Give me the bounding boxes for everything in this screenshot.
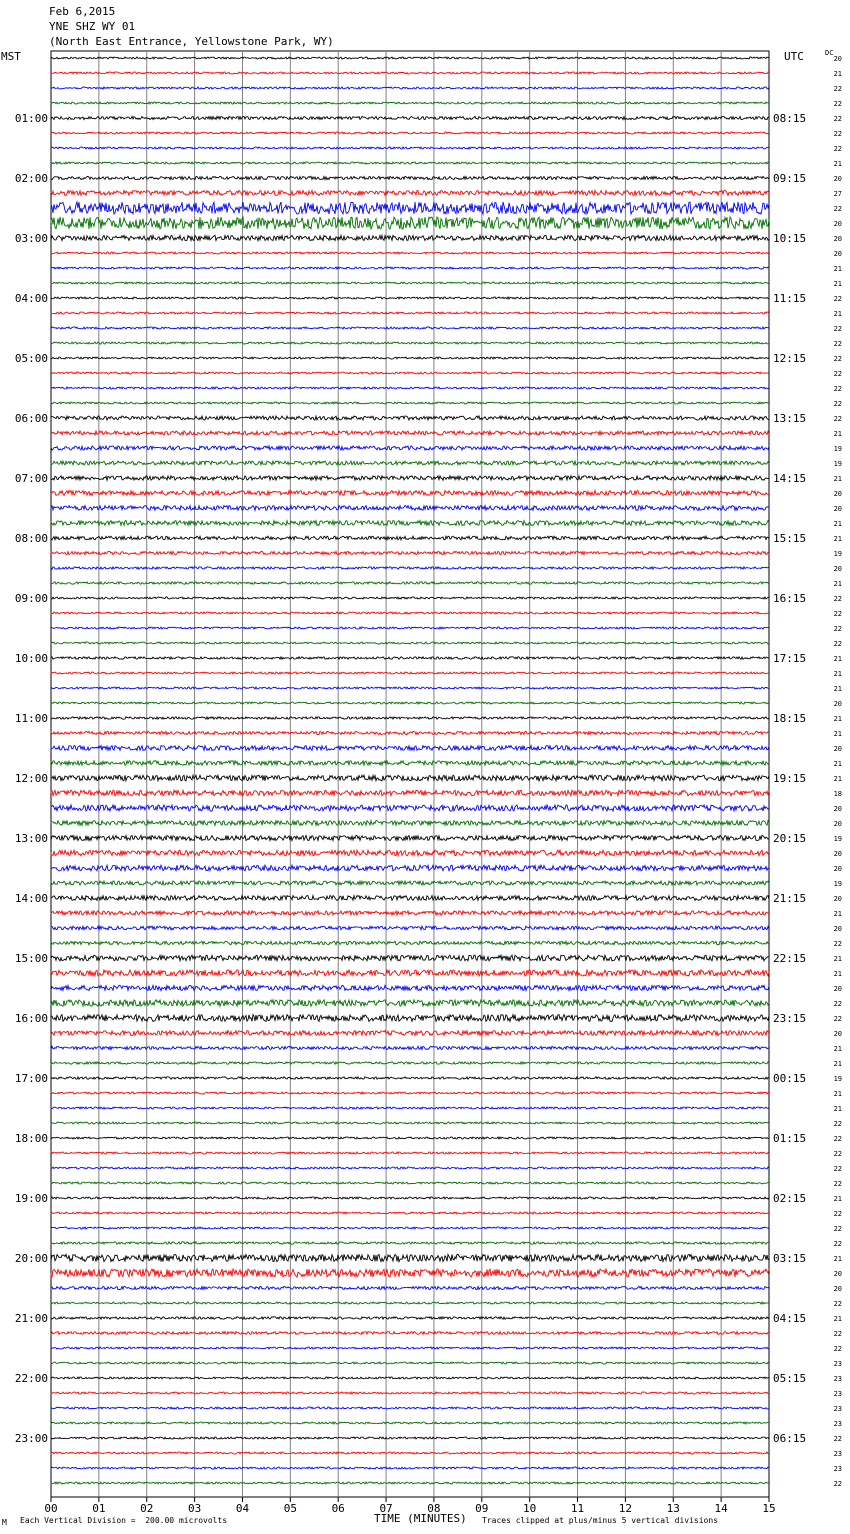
trace-row xyxy=(51,312,769,314)
dc-value: 23 xyxy=(833,1390,842,1398)
hour-label-utc: 03:15 xyxy=(773,1252,807,1265)
trace-row xyxy=(51,1046,769,1049)
x-tick-label: 15 xyxy=(762,1502,776,1515)
trace-row xyxy=(51,881,769,885)
hour-label-mst: 09:00 xyxy=(14,592,48,605)
dc-value: 21 xyxy=(833,1105,842,1113)
hour-label-utc: 05:15 xyxy=(773,1372,807,1385)
dc-value: 18 xyxy=(833,790,842,798)
dc-value: 22 xyxy=(833,940,842,948)
trace-row xyxy=(51,147,769,149)
hour-label-mst: 05:00 xyxy=(14,352,48,365)
hour-label-utc: 04:15 xyxy=(773,1312,807,1325)
hour-label-utc: 10:15 xyxy=(773,232,807,245)
trace-row xyxy=(51,416,769,420)
dc-value: 22 xyxy=(833,115,842,123)
dc-value: 21 xyxy=(833,910,842,918)
trace-row xyxy=(51,835,769,840)
trace-row xyxy=(51,1452,769,1454)
trace-row xyxy=(51,536,769,540)
hour-label-utc: 23:15 xyxy=(773,1012,807,1025)
hour-label-utc: 11:15 xyxy=(773,292,807,305)
trace-row xyxy=(51,865,769,871)
trace-row xyxy=(51,717,769,719)
trace-row xyxy=(51,627,769,629)
trace-row xyxy=(51,1015,769,1022)
dc-value: 21 xyxy=(833,1315,842,1323)
trace-row xyxy=(51,1227,769,1229)
hour-label-utc: 00:15 xyxy=(773,1072,807,1085)
dc-value: 22 xyxy=(833,1345,842,1353)
trace-row xyxy=(51,1377,769,1379)
dc-value: 21 xyxy=(833,730,842,738)
dc-value: 20 xyxy=(833,505,842,513)
hour-label-mst: 15:00 xyxy=(14,952,48,965)
trace-row xyxy=(51,506,769,511)
dc-value: 22 xyxy=(833,400,842,408)
trace-row xyxy=(51,551,769,554)
x-tick-label: 02 xyxy=(140,1502,154,1515)
trace-row xyxy=(51,805,769,811)
trace-row xyxy=(51,1152,769,1154)
trace-row xyxy=(51,911,769,915)
x-tick-label: 03 xyxy=(187,1502,202,1515)
dc-value: 21 xyxy=(833,580,842,588)
hour-label-mst: 06:00 xyxy=(14,412,48,425)
dc-value: 21 xyxy=(833,1045,842,1053)
x-tick-label: 11 xyxy=(570,1502,585,1515)
dc-value: 22 xyxy=(833,340,842,348)
dc-value: 21 xyxy=(833,760,842,768)
hour-label-utc: 01:15 xyxy=(773,1132,807,1145)
trace-row xyxy=(51,746,769,751)
trace-row xyxy=(51,926,769,930)
dc-value: 20 xyxy=(833,820,842,828)
dc-value: 22 xyxy=(833,1240,842,1248)
trace-row xyxy=(51,1031,769,1036)
trace-row xyxy=(51,955,769,961)
hour-label-utc: 16:15 xyxy=(773,592,807,605)
trace-row xyxy=(51,72,769,74)
trace-row xyxy=(51,1392,769,1394)
trace-row xyxy=(51,176,769,179)
trace-row xyxy=(51,657,769,659)
dc-value: 21 xyxy=(833,1255,842,1263)
trace-row xyxy=(51,267,769,269)
header-station: YNE SHZ WY 01 xyxy=(49,20,136,33)
trace-row xyxy=(51,202,769,214)
hour-label-mst: 04:00 xyxy=(14,292,48,305)
dc-value: 21 xyxy=(833,970,842,978)
trace-row xyxy=(51,970,769,976)
trace-row xyxy=(51,431,769,435)
dc-value: 20 xyxy=(833,925,842,933)
hour-label-mst: 12:00 xyxy=(14,772,48,785)
trace-row xyxy=(51,672,769,674)
x-tick-label: 09 xyxy=(475,1502,489,1515)
trace-row xyxy=(51,1286,769,1289)
dc-value: 21 xyxy=(833,1090,842,1098)
hour-label-utc: 15:15 xyxy=(773,532,807,545)
dc-value: 21 xyxy=(833,670,842,678)
trace-row xyxy=(51,761,769,765)
hour-label-mst: 17:00 xyxy=(14,1072,48,1085)
dc-value: 21 xyxy=(833,475,842,483)
dc-value: 21 xyxy=(833,655,842,663)
trace-row xyxy=(51,102,769,104)
trace-row xyxy=(51,1137,769,1139)
dc-value: 20 xyxy=(833,490,842,498)
dc-value: 20 xyxy=(833,1030,842,1038)
dc-value: 20 xyxy=(833,865,842,873)
dc-value: 21 xyxy=(833,160,842,168)
dc-value: 21 xyxy=(833,520,842,528)
dc-value: 22 xyxy=(833,1135,842,1143)
trace-row xyxy=(51,896,769,901)
trace-row xyxy=(51,1167,769,1169)
dc-value: 20 xyxy=(833,850,842,858)
dc-value: 19 xyxy=(833,460,842,468)
trace-row xyxy=(51,1197,769,1199)
trace-row xyxy=(51,1362,769,1364)
trace-row xyxy=(51,235,769,240)
dc-value: 22 xyxy=(833,1165,842,1173)
hour-label-utc: 09:15 xyxy=(773,172,807,185)
trace-row xyxy=(51,1482,769,1484)
trace-row xyxy=(51,985,769,990)
right-axis-label: UTC xyxy=(784,50,804,63)
dc-value: 21 xyxy=(833,265,842,273)
hour-label-mst: 13:00 xyxy=(14,832,48,845)
dc-value: 22 xyxy=(833,1435,842,1443)
trace-row xyxy=(51,687,769,689)
trace-row xyxy=(51,642,769,644)
trace-row xyxy=(51,342,769,344)
dc-value: 22 xyxy=(833,325,842,333)
trace-row xyxy=(51,132,769,134)
trace-row xyxy=(51,1467,769,1469)
trace-row xyxy=(51,521,769,526)
x-axis-title: TIME (MINUTES) xyxy=(374,1512,467,1525)
dc-value: 21 xyxy=(833,70,842,78)
trace-row xyxy=(51,1422,769,1424)
x-tick-label: 14 xyxy=(714,1502,728,1515)
trace-row xyxy=(51,191,769,196)
dc-value: 22 xyxy=(833,130,842,138)
dc-value: 22 xyxy=(833,1120,842,1128)
dc-value: 22 xyxy=(833,1180,842,1188)
x-tick-label: 01 xyxy=(92,1502,106,1515)
dc-value: 20 xyxy=(833,175,842,183)
header-location: (North East Entrance, Yellowstone Park, WY) xyxy=(49,35,334,48)
dc-value: 21 xyxy=(833,775,842,783)
trace-row xyxy=(51,850,769,856)
hour-label-mst: 01:00 xyxy=(14,112,48,125)
dc-value: 22 xyxy=(833,1000,842,1008)
dc-value: 23 xyxy=(833,1465,842,1473)
dc-value: 23 xyxy=(833,1375,842,1383)
dc-value: 21 xyxy=(833,1060,842,1068)
dc-value: 22 xyxy=(833,595,842,603)
axis-labels xyxy=(15,55,842,1515)
dc-value: 21 xyxy=(833,280,842,288)
dc-value: 19 xyxy=(833,445,842,453)
trace-row xyxy=(51,1254,769,1261)
hour-label-mst: 19:00 xyxy=(14,1192,48,1205)
dc-value: 22 xyxy=(833,1015,842,1023)
hour-label-utc: 14:15 xyxy=(773,472,807,485)
x-tick-label: 13 xyxy=(666,1502,680,1515)
trace-row xyxy=(51,941,769,945)
trace-row xyxy=(51,612,769,614)
trace-row xyxy=(51,217,769,229)
trace-row xyxy=(51,1407,769,1409)
trace-row xyxy=(51,372,769,374)
dc-value: 20 xyxy=(833,700,842,708)
dc-value: 22 xyxy=(833,370,842,378)
dc-value: 22 xyxy=(833,610,842,618)
hour-label-mst: 23:00 xyxy=(14,1432,48,1445)
dc-value: 23 xyxy=(833,1360,842,1368)
hour-label-mst: 20:00 xyxy=(14,1252,48,1265)
dc-value: 22 xyxy=(833,355,842,363)
dc-value: 22 xyxy=(833,205,842,213)
trace-row xyxy=(51,1347,769,1349)
dc-value: 20 xyxy=(833,895,842,903)
trace-row xyxy=(51,57,769,59)
dc-value: 22 xyxy=(833,295,842,303)
left-axis-label: MST xyxy=(1,50,21,63)
dc-value: 22 xyxy=(833,100,842,108)
dc-value: 20 xyxy=(833,1285,842,1293)
dc-value: 20 xyxy=(833,250,842,258)
trace-row xyxy=(51,327,769,329)
dc-value: 20 xyxy=(833,805,842,813)
hour-label-mst: 16:00 xyxy=(14,1012,48,1025)
hour-label-utc: 21:15 xyxy=(773,892,807,905)
header-date: Feb 6,2015 xyxy=(49,5,116,18)
trace-row xyxy=(51,1302,769,1304)
hour-label-mst: 08:00 xyxy=(14,532,48,545)
trace-row xyxy=(51,1092,769,1094)
trace-row xyxy=(51,476,769,480)
dc-value: 22 xyxy=(833,415,842,423)
trace-row xyxy=(51,357,769,359)
trace-row xyxy=(51,162,769,164)
dc-value: 20 xyxy=(833,1270,842,1278)
dc-value: 20 xyxy=(833,235,842,243)
trace-row xyxy=(51,1000,769,1006)
dc-value: 22 xyxy=(833,1300,842,1308)
trace-row xyxy=(51,1242,769,1244)
dc-value: 20 xyxy=(833,220,842,228)
hour-label-mst: 18:00 xyxy=(14,1132,48,1145)
trace-row xyxy=(51,1269,769,1277)
seismic-traces xyxy=(51,57,769,1484)
scale-note: Each Vertical Division = 200.00 microvolts xyxy=(20,1516,228,1525)
hour-label-utc: 13:15 xyxy=(773,412,807,425)
dc-value: 21 xyxy=(833,685,842,693)
trace-row xyxy=(51,282,769,284)
trace-row xyxy=(51,1077,769,1079)
trace-row xyxy=(51,1317,769,1319)
dc-value: 22 xyxy=(833,85,842,93)
trace-row xyxy=(51,702,769,704)
dc-value: 22 xyxy=(833,385,842,393)
hour-label-utc: 02:15 xyxy=(773,1192,807,1205)
dc-value: 19 xyxy=(833,550,842,558)
trace-row xyxy=(51,116,769,119)
hour-label-mst: 21:00 xyxy=(14,1312,48,1325)
x-tick-label: 00 xyxy=(44,1502,58,1515)
x-tick-label: 04 xyxy=(235,1502,250,1515)
hour-label-mst: 10:00 xyxy=(14,652,48,665)
hour-label-utc: 12:15 xyxy=(773,352,807,365)
trace-row xyxy=(51,731,769,734)
hour-label-mst: 14:00 xyxy=(14,892,48,905)
trace-row xyxy=(51,1212,769,1214)
hour-label-utc: 22:15 xyxy=(773,952,807,965)
dc-value: 22 xyxy=(833,145,842,153)
trace-row xyxy=(51,582,769,584)
dc-value: 19 xyxy=(833,835,842,843)
dc-value: 22 xyxy=(833,1480,842,1488)
trace-row xyxy=(51,87,769,89)
dc-value: 22 xyxy=(833,1150,842,1158)
hour-label-utc: 20:15 xyxy=(773,832,807,845)
x-tick-label: 06 xyxy=(331,1502,345,1515)
trace-row xyxy=(51,461,769,465)
hour-label-utc: 17:15 xyxy=(773,652,807,665)
dc-value: 22 xyxy=(833,625,842,633)
corner-mark: M xyxy=(2,1518,7,1527)
dc-value: 22 xyxy=(833,1225,842,1233)
x-tick-label: 08 xyxy=(427,1502,441,1515)
trace-row xyxy=(51,446,769,450)
dc-value: 21 xyxy=(833,535,842,543)
dc-value: 22 xyxy=(833,1210,842,1218)
clip-note: Traces clipped at plus/minus 5 vertical divisions xyxy=(482,1516,719,1525)
dc-label: DC xyxy=(825,49,834,57)
hour-label-mst: 02:00 xyxy=(14,172,48,185)
x-tick-label: 05 xyxy=(283,1502,297,1515)
dc-value: 21 xyxy=(833,1195,842,1203)
dc-value: 19 xyxy=(833,880,842,888)
hour-label-mst: 11:00 xyxy=(14,712,48,725)
hour-label-utc: 19:15 xyxy=(773,772,807,785)
trace-row xyxy=(51,387,769,389)
trace-row xyxy=(51,491,769,496)
dc-value: 19 xyxy=(833,1075,842,1083)
dc-value: 20 xyxy=(833,985,842,993)
dc-value: 20 xyxy=(833,55,842,63)
dc-value: 21 xyxy=(833,955,842,963)
x-tick-label: 12 xyxy=(618,1502,633,1515)
dc-value: 20 xyxy=(833,745,842,753)
trace-row xyxy=(51,790,769,796)
trace-row xyxy=(51,597,769,599)
dc-value: 27 xyxy=(833,190,842,198)
dc-value: 20 xyxy=(833,565,842,573)
trace-row xyxy=(51,775,769,781)
x-tick-label: 10 xyxy=(523,1502,537,1515)
dc-value: 21 xyxy=(833,430,842,438)
trace-row xyxy=(51,821,769,826)
trace-row xyxy=(51,567,769,569)
trace-row xyxy=(51,1437,769,1439)
trace-row xyxy=(51,402,769,404)
trace-row xyxy=(51,297,769,299)
dc-value: 23 xyxy=(833,1405,842,1413)
hour-label-mst: 07:00 xyxy=(14,472,48,485)
dc-value: 23 xyxy=(833,1420,842,1428)
trace-row xyxy=(51,1122,769,1124)
trace-row xyxy=(51,252,769,254)
dc-value: 22 xyxy=(833,640,842,648)
hour-label-utc: 06:15 xyxy=(773,1432,807,1445)
dc-value: 23 xyxy=(833,1450,842,1458)
trace-row xyxy=(51,1062,769,1064)
dc-value: 22 xyxy=(833,1330,842,1338)
hour-label-mst: 03:00 xyxy=(14,232,48,245)
hour-label-utc: 18:15 xyxy=(773,712,807,725)
hour-label-utc: 08:15 xyxy=(773,112,807,125)
trace-row xyxy=(51,1332,769,1335)
trace-row xyxy=(51,1182,769,1184)
x-tick-label: 07 xyxy=(379,1502,393,1515)
hour-label-mst: 22:00 xyxy=(14,1372,48,1385)
dc-value: 21 xyxy=(833,310,842,318)
trace-row xyxy=(51,1107,769,1109)
dc-value: 21 xyxy=(833,715,842,723)
